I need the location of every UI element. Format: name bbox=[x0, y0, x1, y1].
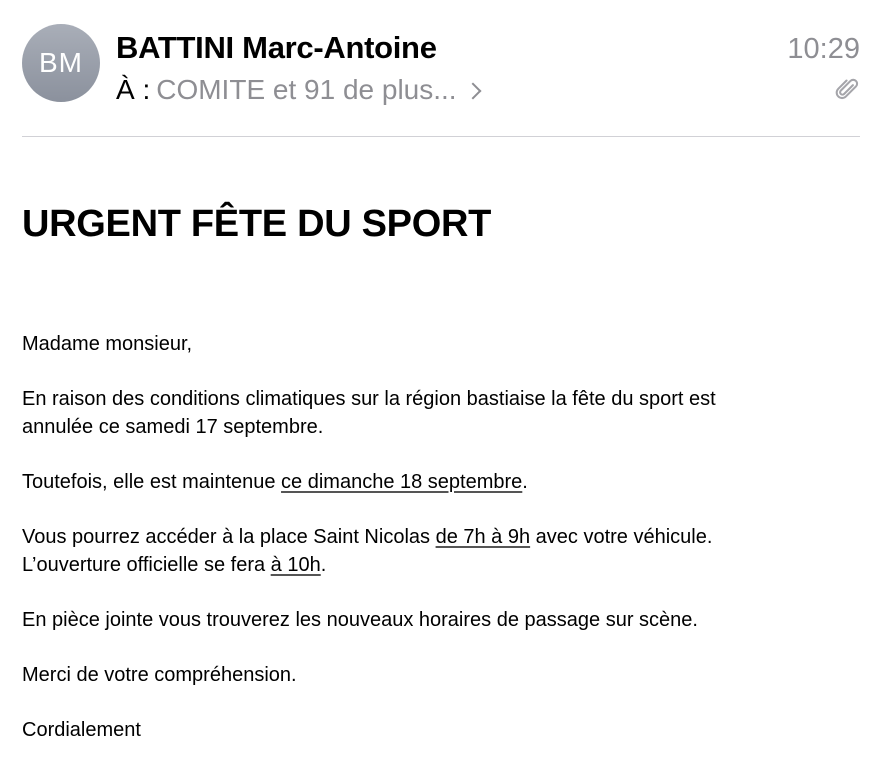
time-link-opening[interactable]: à 10h bbox=[270, 554, 321, 576]
sender-name[interactable]: BATTINI Marc-Antoine bbox=[116, 30, 437, 65]
header-divider bbox=[22, 136, 860, 137]
paragraph-access bbox=[22, 523, 862, 579]
text-segment: Vous pourrez accéder à la place Saint Nicolas bbox=[22, 526, 436, 548]
paragraph-thanks: Merci de votre compréhension. bbox=[22, 664, 297, 686]
to-label: À : bbox=[116, 74, 151, 105]
text-segment: avec votre véhicule. bbox=[530, 526, 713, 548]
date-link-sunday[interactable]: ce dimanche 18 septembre bbox=[281, 471, 523, 493]
text-segment: . bbox=[522, 471, 528, 493]
avatar-initials: BM bbox=[39, 47, 83, 78]
text-segment: . bbox=[320, 554, 327, 576]
chevron-right-icon[interactable] bbox=[464, 83, 481, 100]
recipients-row[interactable] bbox=[116, 74, 479, 106]
paragraph-maintained bbox=[22, 468, 862, 496]
paragraph-line: En raison des conditions climatiques sur la région bastiaise la fête du sport est bbox=[22, 388, 716, 410]
recipients-summary: COMITE et 91 de plus... bbox=[156, 74, 457, 105]
text-segment: Toutefois, elle est maintenue bbox=[22, 471, 282, 493]
paragraph-line: annulée ce samedi 17 septembre. bbox=[22, 416, 324, 438]
time-link-access[interactable]: de 7h à 9h bbox=[435, 526, 531, 548]
email-subject: URGENT FÊTE DU SPORT bbox=[22, 203, 492, 245]
timestamp: 10:29 bbox=[787, 33, 860, 65]
paragraph-cancellation bbox=[22, 385, 862, 441]
text-segment: L’ouverture officielle se fera bbox=[22, 554, 271, 576]
avatar[interactable] bbox=[22, 24, 100, 102]
closing: Cordialement bbox=[22, 719, 141, 741]
email-body bbox=[22, 330, 862, 768]
greeting: Madame monsieur, bbox=[22, 333, 193, 355]
paperclip-icon bbox=[834, 76, 860, 104]
paragraph-attachment: En pièce jointe vous trouverez les nouveaux horaires de passage sur scène. bbox=[22, 609, 698, 631]
